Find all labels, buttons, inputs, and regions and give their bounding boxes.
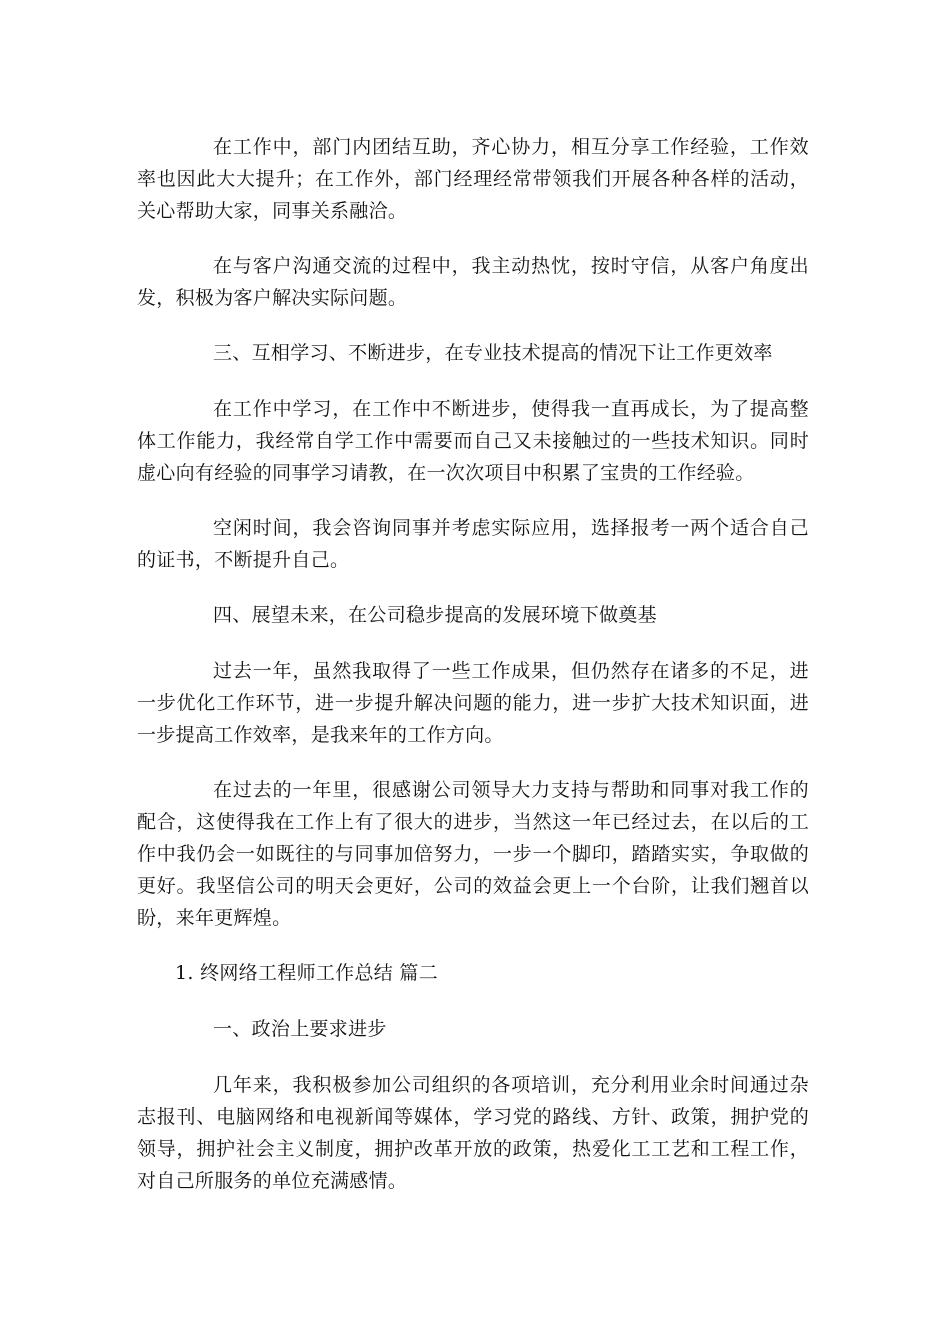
heading-learning-progress: 三、互相学习、不断进步，在专业技术提高的情况下让工作更效率 xyxy=(213,342,773,364)
paragraph-customer-communication: 在与客户沟通交流的过程中，我主动热忱，按时守信，从客户角度出发，积极为客户解决实际问题。 xyxy=(137,255,809,309)
section-title-part-two: 1. 终网络工程师工作总结 篇二 xyxy=(175,962,439,984)
heading-outlook: 四、展望未来，在公司稳步提高的发展环境下做奠基 xyxy=(213,604,657,626)
paragraph-gratitude: 在过去的一年里，很感谢公司领导大力支持与帮助和同事对我工作的配合，这使得我在工作上有了很大的进步，当然这一年已经过去，在以后的工作中我仍会一如既往的与同事加倍努力，一步一个脚印，踏踏实实，争取做的更好。我坚信公司的明天会更好，公司的效益会更上一个台阶，让我们翘首以盼，来年更辉煌。 xyxy=(137,779,809,929)
document-body xyxy=(137,131,809,1220)
heading-political-progress: 一、政治上要求进步 xyxy=(213,1018,387,1040)
paragraph-spare-time: 空闲时间，我会咨询同事并考虑实际应用，选择报考一两个适合自己的证书，不断提升自己。 xyxy=(137,517,809,571)
paragraph-teamwork: 在工作中，部门内团结互助，齐心协力，相互分享工作经验，工作效率也因此大大提升；在工作外，部门经理经常带领我们开展各种各样的活动，关心帮助大家，同事关系融洽。 xyxy=(137,136,809,222)
paragraph-learning-at-work: 在工作中学习，在工作中不断进步，使得我一直再成长，为了提高整体工作能力，我经常自学工作中需要而自己又未接触过的一些技术知识。同时虚心向有经验的同事学习请教，在一次次项目中积累了宝贵的工作经验。 xyxy=(137,398,809,484)
paragraph-training: 几年来，我积极参加公司组织的各项培训，充分利用业余时间通过杂志报刊、电脑网络和电视新闻等媒体，学习党的路线、方针、政策，拥护党的领导，拥护社会主义制度，拥护改革开放的政策，热爱化工工艺和工程工作，对自己所服务的单位充满感情。 xyxy=(137,1074,809,1192)
paragraph-past-year: 过去一年，虽然我取得了一些工作成果，但仍然存在诸多的不足，进一步优化工作环节，进一步提升解决问题的能力，进一步扩大技术知识面，进一步提高工作效率，是我来年的工作方向。 xyxy=(137,660,809,746)
